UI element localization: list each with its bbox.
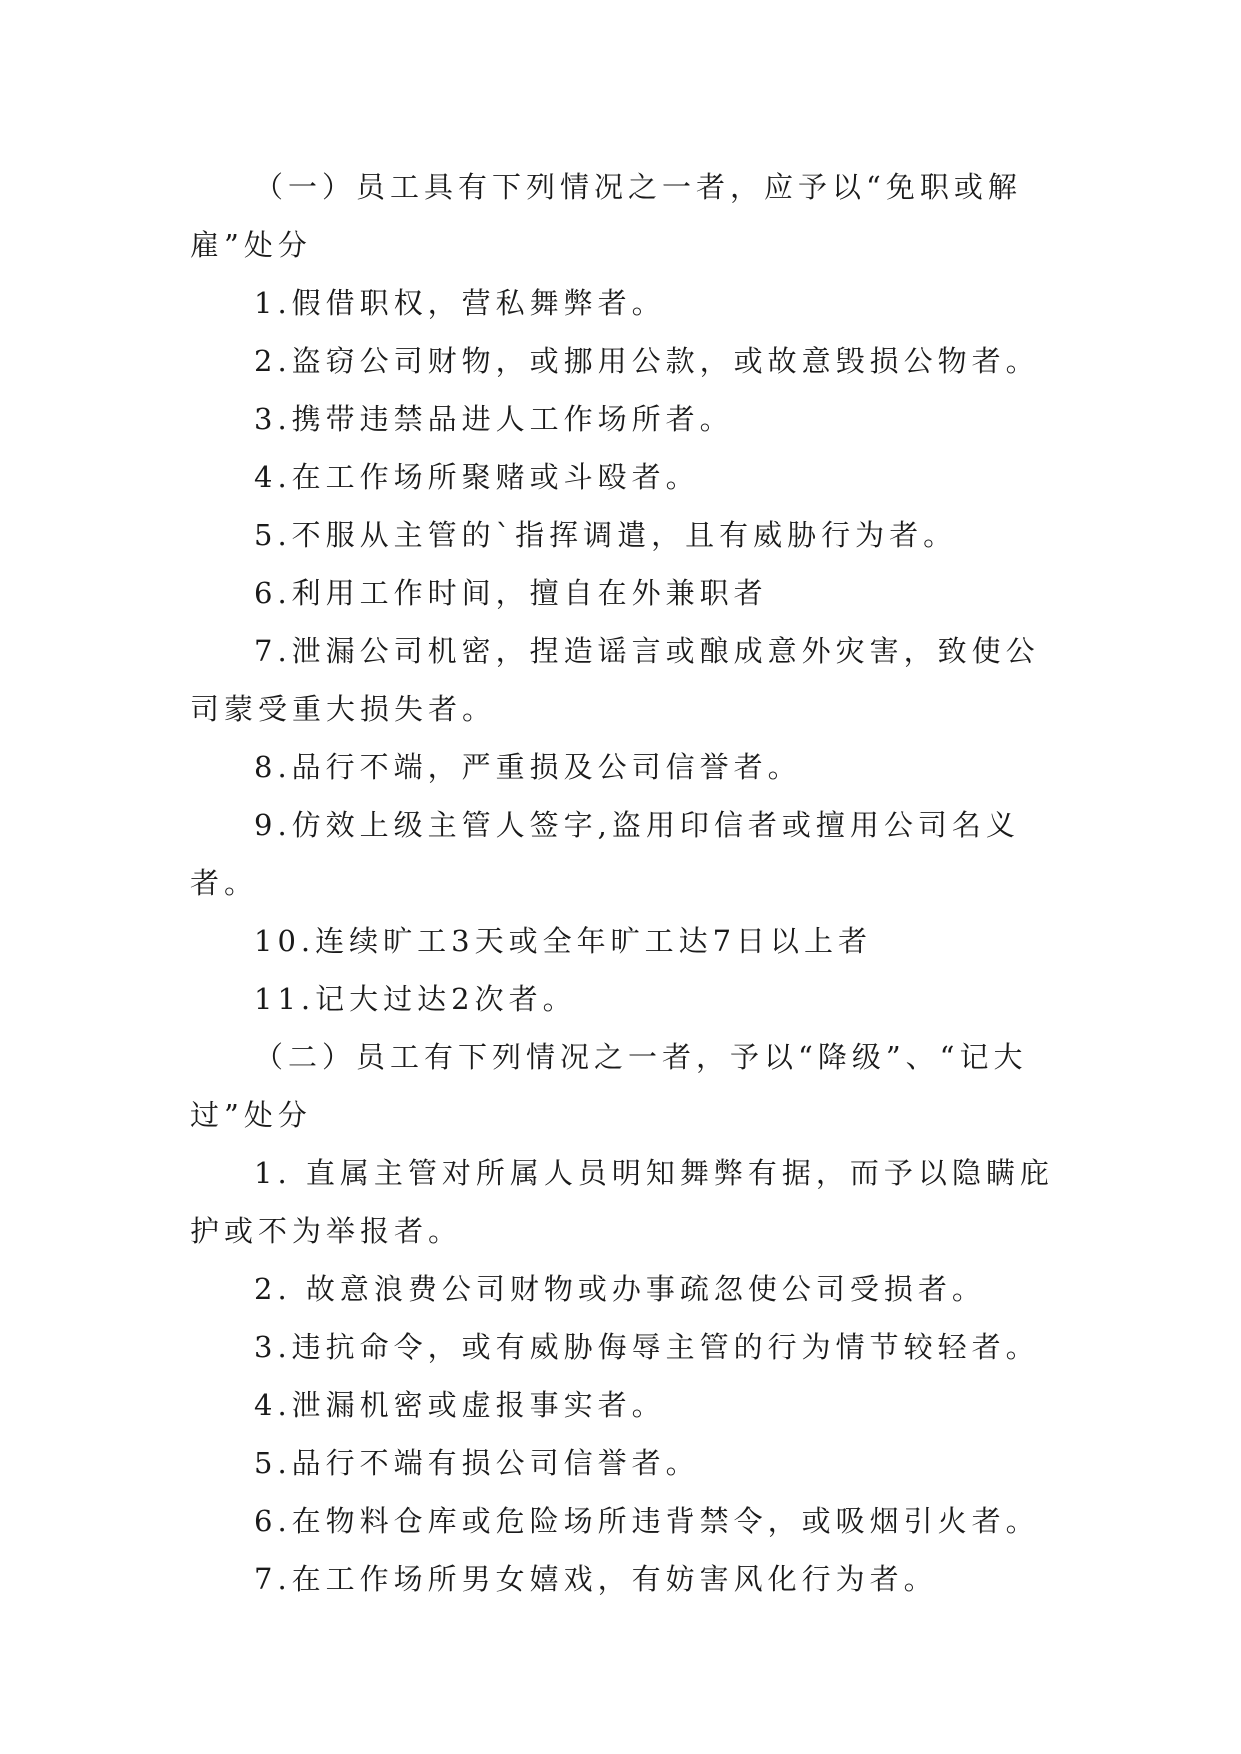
list-item: 5.不服从主管的`指挥调遣，且有威胁行为者。 [254,518,958,552]
document-body [190,158,1070,1608]
list-item: 6.在物料仓库或危险场所违背禁令，或吸烟引火者。 [254,1504,1040,1538]
list-item: 6.利用工作时间，擅自在外兼职者 [254,576,768,610]
list-item: 4.在工作场所聚赌或斗殴者。 [254,460,700,494]
section-heading-dismissal: （一）员工具有下列情况之一者，应予以“免职或解雇”处分 [190,170,1022,262]
list-item: 8.品行不端，严重损及公司信誉者。 [254,750,802,784]
list-item: 2. 故意浪费公司财物或办事疏忽使公司受损者。 [254,1272,986,1306]
list-item: 3.违抗命令，或有威胁侮辱主管的行为情节较轻者。 [254,1330,1040,1364]
list-item: 7.泄漏公司机密，捏造谣言或酿成意外灾害，致使公司蒙受重大损失者。 [190,634,1040,726]
list-item: 7.在工作场所男女嬉戏，有妨害风化行为者。 [254,1562,938,1596]
list-item: 11.记大过达2次者。 [254,982,577,1016]
list-item: 1.假借职权，营私舞弊者。 [254,286,666,320]
list-item: 4.泄漏机密或虚报事实者。 [254,1388,666,1422]
list-item: 2.盗窃公司财物，或挪用公款，或故意毁损公物者。 [254,344,1040,378]
list-item: 9.仿效上级主管人签字,盗用印信者或擅用公司名义者。 [190,808,1020,900]
list-item: 3.携带违禁品进人工作场所者。 [254,402,734,436]
list-item: 5.品行不端有损公司信誉者。 [254,1446,700,1480]
list-item: 10.连续旷工3天或全年旷工达7日以上者 [254,924,873,958]
list-item: 1. 直属主管对所属人员明知舞弊有据，而予以隐瞒庇护或不为举报者。 [190,1156,1054,1248]
section-heading-demotion: （二）员工有下列情况之一者，予以“降级”、“记大过”处分 [190,1040,1028,1132]
